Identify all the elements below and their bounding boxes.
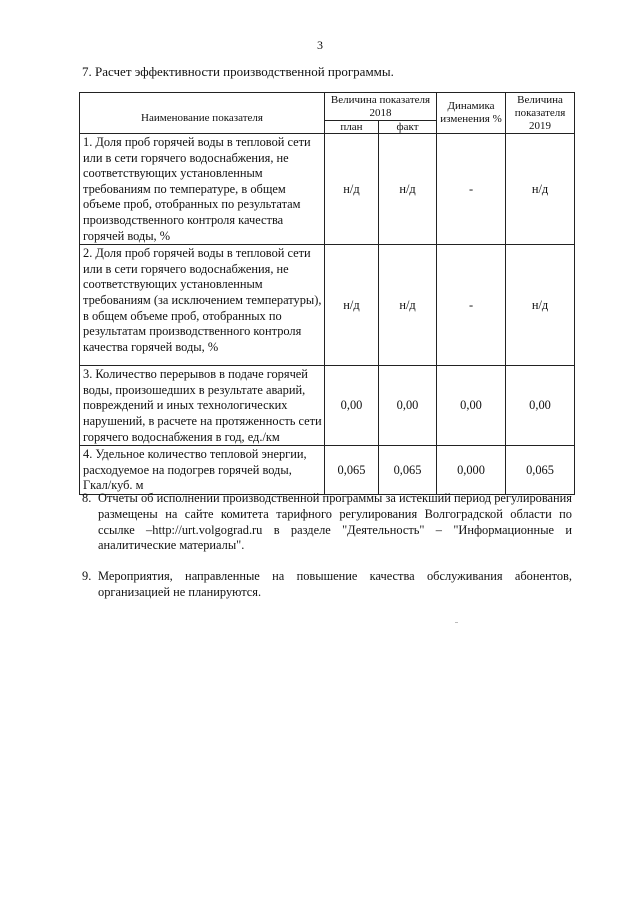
row-value-2019: н/д [506, 134, 575, 245]
header-dynamics: Динамика изменения % [437, 93, 506, 134]
row-plan: 0,065 [325, 446, 379, 495]
table-row [80, 366, 575, 446]
scan-speck [455, 622, 458, 623]
row-plan: н/д [325, 134, 379, 245]
table-header-row [80, 93, 575, 121]
row-name: 4. Удельное количество тепловой энергии, расходуемое на подогрев горячей воды, Гкал/куб. м [80, 446, 325, 495]
row-name: 3. Количество перерывов в подаче горячей воды, произошедших в результате аварий, повреждений и иных технологических нарушений, в расчете на протяженность сети горячего водоснабжения в год, ед./км [80, 366, 325, 446]
section-heading: 7. Расчет эффективности производственной программы. [82, 64, 394, 79]
paragraph-text: Отчеты об исполнении производственной программы за истекший период регулирования размещены на сайте комитета тарифного регулирования Волгоградской области по ссылке –http://urt.volgograd.ru в разделе "Деятельность" – "Информационные и аналитические материалы". [98, 491, 572, 553]
table-row [80, 134, 575, 245]
header-value-2019: Величина показателя 2019 [506, 93, 575, 134]
table-row [80, 446, 575, 495]
header-fact: факт [379, 121, 437, 134]
row-value-2019: 0,065 [506, 446, 575, 495]
row-fact: 0,00 [379, 366, 437, 446]
row-dynamics: 0,00 [437, 366, 506, 446]
paragraph-measures [82, 569, 572, 601]
header-plan: план [325, 121, 379, 134]
efficiency-table [79, 92, 575, 495]
row-value-2019: н/д [506, 245, 575, 366]
header-value-2018: Величина показателя 2018 [325, 93, 437, 121]
paragraph-reports [82, 491, 572, 554]
row-dynamics: - [437, 245, 506, 366]
row-name: 1. Доля проб горячей воды в тепловой сети или в сети горячего водоснабжения, не соответствующих установленным требованиям по температуре, в общем объеме проб, отобранных по результатам производственного контроля качества горячей воды, % [80, 134, 325, 245]
paragraph-number: 9. [82, 569, 92, 583]
row-value-2019: 0,00 [506, 366, 575, 446]
page-number: 3 [317, 38, 323, 52]
row-dynamics: - [437, 134, 506, 245]
row-dynamics: 0,000 [437, 446, 506, 495]
paragraph-number: 8. [82, 491, 92, 505]
paragraph-text: Мероприятия, направленные на повышение качества обслуживания абонентов, организацией не планируются. [98, 569, 572, 599]
table-row [80, 245, 575, 366]
row-plan: н/д [325, 245, 379, 366]
row-plan: 0,00 [325, 366, 379, 446]
row-fact: 0,065 [379, 446, 437, 495]
row-fact: н/д [379, 134, 437, 245]
row-name: 2. Доля проб горячей воды в тепловой сети или в сети горячего водоснабжения, не соответствующих установленным требованиям (за исключением температуры), в общем объеме проб, отобранных по результатам производственного контроля качества горячей воды, % [80, 245, 325, 366]
row-fact: н/д [379, 245, 437, 366]
header-name: Наименование показателя [80, 93, 325, 134]
